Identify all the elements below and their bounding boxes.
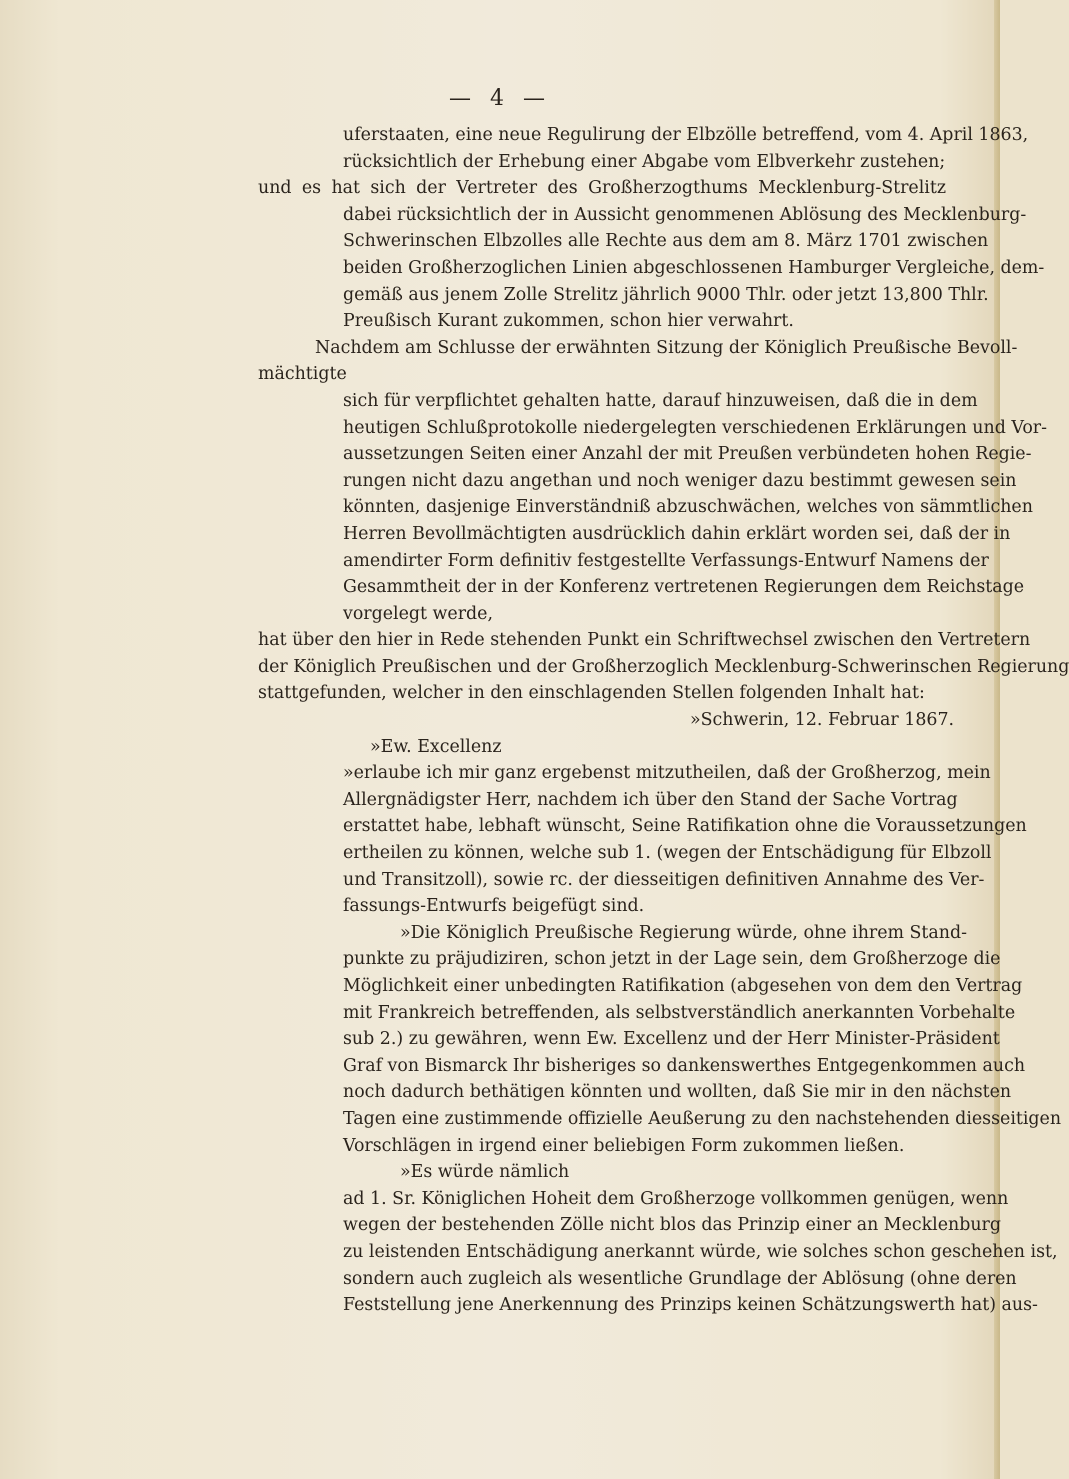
text-line: punkte zu präjudiziren, schon jetzt in der Lage sein, dem Großherzoge die	[343, 949, 1001, 970]
text-line: Möglichkeit einer unbedingten Ratifikation (abgesehen von dem den Vertrag	[343, 976, 1023, 996]
text-line: uferstaaten, eine neue Regulirung der Elbzölle betreffend, vom 4. April 1863,	[343, 125, 1029, 145]
text-line: »Ew. Excellenz	[370, 736, 502, 757]
text-line: erstattet habe, lebhaft wünscht, Seine Ratifikation ohne die Voraussetzungen	[343, 816, 1027, 837]
text-line: fassungs-Entwurfs beigefügt sind.	[343, 896, 645, 917]
text-line: Schwerinschen Elbzolles alle Rechte aus dem am 8. März 1701 zwischen	[343, 231, 989, 252]
text-line: mächtigte	[258, 364, 347, 385]
text-line: Herren Bevollmächtigten ausdrücklich dahin erklärt worden sei, daß der in	[343, 523, 1011, 544]
text-line: rücksichtlich der Erhebung einer Abgabe vom Elbverkehr zustehen;	[343, 151, 946, 172]
text-line: heutigen Schlußprotokolle niedergelegten verschiedenen Erklärungen und Vor-	[343, 417, 1047, 438]
text-line: ad 1. Sr. Königlichen Hoheit dem Großherzoge vollkommen genügen, wenn	[343, 1188, 1009, 1209]
text-line: Feststellung jene Anerkennung des Prinzips keinen Schätzungswerth hat) aus-	[343, 1295, 1038, 1316]
text-line: noch dadurch bethätigen könnten und wollten, daß Sie mir in den nächsten	[343, 1082, 1012, 1103]
text-line: Allergnädigster Herr, nachdem ich über den Stand der Sache Vortrag	[343, 789, 958, 810]
text-body	[0, 122, 1069, 1319]
text-line: rungen nicht dazu angethan und noch weniger dazu bestimmt gewesen sein	[343, 470, 1017, 491]
text-line: und Transitzoll), sowie rc. der diesseitigen definitiven Annahme des Ver-	[343, 869, 985, 890]
text-line: Gesammtheit der in der Konferenz vertretenen Regierungen dem Reichstage	[343, 577, 1025, 598]
text-line: vorgelegt werde,	[343, 603, 493, 624]
text-line: Tagen eine zustimmende offizielle Aeußerung zu den nachstehenden diesseitigen	[343, 1108, 1062, 1129]
text-line: Vorschlägen in irgend einer beliebigen Form zukommen ließen.	[343, 1135, 905, 1156]
text-line: »erlaube ich mir ganz ergebenst mitzutheilen, daß der Großherzog, mein	[343, 763, 991, 784]
text-line: hat über den hier in Rede stehenden Punkt ein Schriftwechsel zwischen den Vertretern	[258, 630, 1031, 651]
text-line: und es hat sich der Vertreter des Großherzogthums Mecklenburg-Strelitz	[258, 178, 946, 199]
text-line: könnten, dasjenige Einverständniß abzuschwächen, welches von sämmtlichen	[343, 497, 1033, 518]
page-number: — 4 —	[449, 86, 551, 111]
text-line: mit Frankreich betreffenden, als selbstverständlich anerkannten Vorbehalte	[343, 1002, 1016, 1023]
text-line: Preußisch Kurant zukommen, schon hier verwahrt.	[343, 311, 794, 332]
text-line: dabei rücksichtlich der in Aussicht genommenen Ablösung des Mecklenburg-	[343, 204, 1027, 225]
text-line: sich für verpflichtet gehalten hatte, darauf hinzuweisen, daß die in dem	[343, 390, 978, 411]
text-line: sub 2.) zu gewähren, wenn Ew. Excellenz und der Herr Minister-Präsident	[343, 1029, 1000, 1050]
text-line: »Es würde nämlich	[400, 1162, 570, 1183]
text-line: zu leistenden Entschädigung anerkannt würde, wie solches schon geschehen ist,	[343, 1241, 1058, 1262]
text-line: Nachdem am Schlusse der erwähnten Sitzung der Königlich Preußische Bevoll-	[315, 337, 1018, 358]
text-line: beiden Großherzoglichen Linien abgeschlossenen Hamburger Vergleiche, dem-	[343, 257, 1045, 278]
text-line: »Die Königlich Preußische Regierung würde, ohne ihrem Stand-	[400, 922, 967, 943]
text-line: aussetzungen Seiten einer Anzahl der mit Preußen verbündeten hohen Regie-	[343, 444, 1032, 465]
text-line: gemäß aus jenem Zolle Strelitz jährlich 9000 Thlr. oder jetzt 13,800 Thlr.	[343, 284, 989, 305]
text-line: Graf von Bismarck Ihr bisheriges so dankenswerthes Entgegenkommen auch	[343, 1055, 1026, 1076]
text-line: der Königlich Preußischen und der Großherzoglich Mecklenburg-Schwerinschen Regierung	[258, 656, 1069, 677]
text-line: »Schwerin, 12. Februar 1867.	[690, 710, 955, 731]
text-line: sondern auch zugleich als wesentliche Grundlage der Ablösung (ohne deren	[343, 1268, 1017, 1289]
text-line: ertheilen zu können, welche sub 1. (wegen der Entschädigung für Elbzoll	[343, 843, 992, 864]
text-line: stattgefunden, welcher in den einschlagenden Stellen folgenden Inhalt hat:	[258, 683, 925, 704]
text-line: wegen der bestehenden Zölle nicht blos das Prinzip einer an Mecklenburg	[343, 1215, 1002, 1236]
text-line: amendirter Form definitiv festgestellte Verfassungs-Entwurf Namens der	[343, 550, 989, 571]
